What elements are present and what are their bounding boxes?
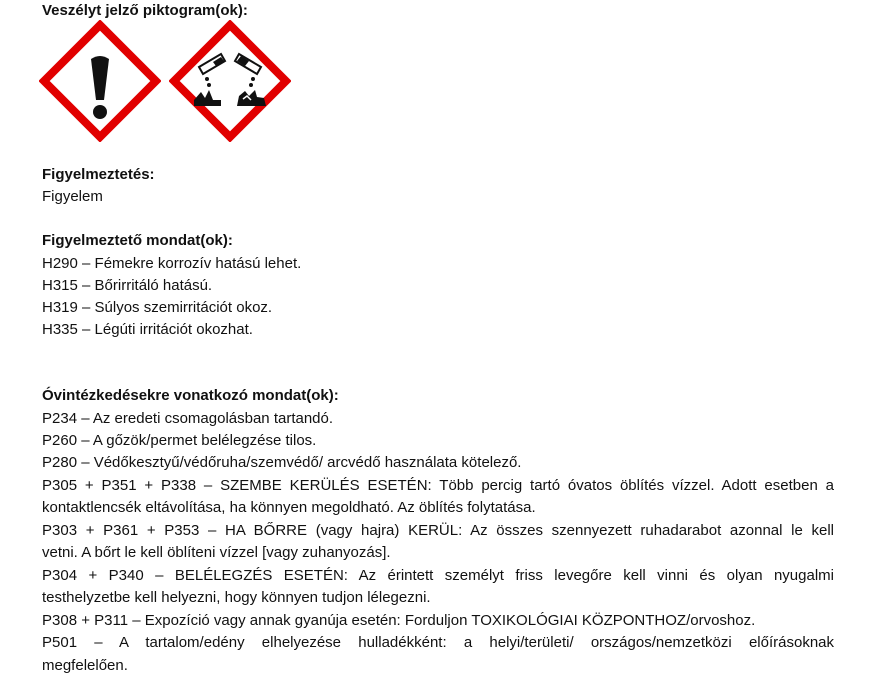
hazard-statement: H290 – Fémekre korrozív hatású lehet. — [42, 255, 302, 272]
precautionary-statement: P234 – Az eredeti csomagolásban tartandó. — [42, 410, 334, 427]
precautionary-statement: P308 + P311 – Expozíció vagy annak gyanúja esetén: Forduljon TOXIKOLÓGIAI KÖZPONTHOZ/orvoshoz. — [42, 612, 756, 629]
hazard-statements-heading: Figyelmeztető mondat(ok): — [42, 232, 233, 249]
precautionary-statement: P260 – A gőzök/permet belélegzése tilos. — [42, 432, 317, 449]
precautionary-statement-continued: kontaktlencsék eltávolítása, ha könnyen megoldható. Az öblítés folytatása. — [42, 499, 536, 516]
hazard-statement: H335 – Légúti irritációt okozhat. — [42, 321, 253, 338]
precautionary-statement: P305 + P351 + P338 – SZEMBE KERÜLÉS ESETÉN: Több percig tartó óvatos öblítés vízzel. Adott esetben a — [42, 477, 834, 494]
precautionary-statement-continued: vetni. A bőrt le kell öblíteni vízzel [vagy zuhanyozás]. — [42, 544, 391, 561]
precautionary-statement-continued: megfelelően. — [42, 657, 128, 674]
pictograms-heading: Veszélyt jelző piktogram(ok): — [42, 2, 248, 19]
signal-word-heading: Figyelmeztetés: — [42, 166, 155, 183]
exclamation-mark-icon — [39, 20, 161, 142]
precautionary-statement: P303 + P361 + P353 – HA BŐRRE (vagy hajra) KERÜL: Az összes szennyezett ruhadarabot azonnal le kell — [42, 522, 834, 539]
precautionary-statement: P304 + P340 – BELÉLEGZÉS ESETÉN: Az érintett személyt friss levegőre kell vinni és olyan nyugalmi — [42, 567, 834, 584]
hazard-statement: H315 – Bőrirritáló hatású. — [42, 277, 213, 294]
signal-word-value: Figyelem — [42, 188, 103, 205]
precautionary-statement: P280 – Védőkesztyű/védőruha/szemvédő/ arcvédő használata kötelező. — [42, 454, 522, 471]
precautionary-statement: P501 – A tartalom/edény elhelyezése hulladékként: a helyi/területi/ országos/nemzetközi előírásoknak — [42, 634, 834, 651]
precautionary-statements-heading: Óvintézkedésekre vonatkozó mondat(ok): — [42, 387, 339, 404]
hazard-statement: H319 – Súlyos szemirritációt okoz. — [42, 299, 273, 316]
precautionary-statement-continued: testhelyzetbe kell helyezni, hogy könnyen tudjon lélegezni. — [42, 589, 431, 606]
corrosion-icon — [169, 20, 291, 142]
